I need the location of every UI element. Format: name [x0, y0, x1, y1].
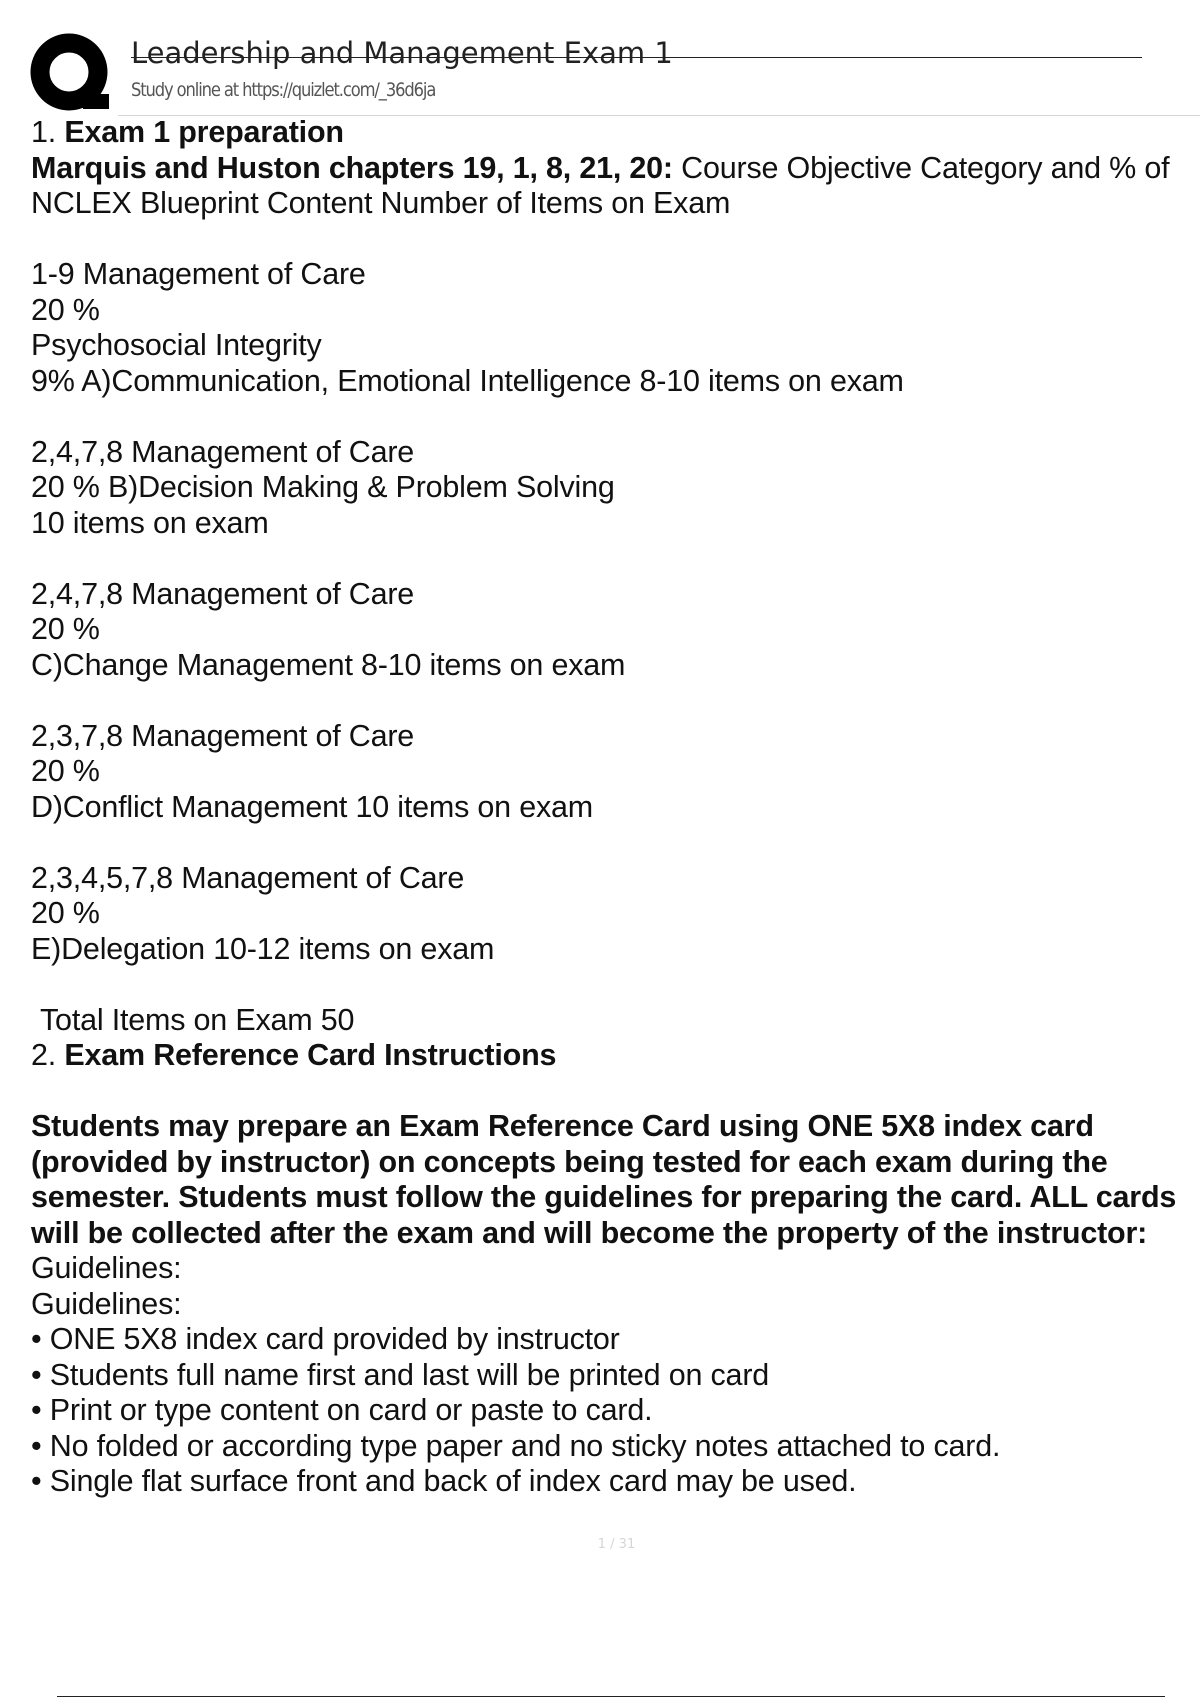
answer-line: 2,3,4,5,7,8 Management of Care [31, 860, 465, 895]
guideline-bullet: • Print or type content on card or paste to card. [31, 1393, 653, 1427]
answer-line: Psychosocial Integrity [31, 328, 322, 362]
answer-line: 20 % [31, 612, 100, 646]
question-line-2 [31, 1038, 1200, 1074]
question-line-1 [31, 115, 1200, 151]
answer-intro [31, 151, 1181, 222]
blank-line [31, 222, 1200, 258]
question-number: 1. [31, 115, 57, 149]
document-title [131, 33, 1142, 73]
answer-line: 2,4,7,8 Management of Care [31, 434, 415, 469]
blank-line [31, 825, 1200, 861]
document-header [0, 0, 1200, 118]
guideline-bullet: • ONE 5X8 index card provided by instructor [31, 1322, 620, 1356]
title-strike-rule [131, 57, 1142, 58]
blank-line [31, 399, 1200, 435]
answer-line: 20 % [31, 754, 100, 788]
study-online-link[interactable]: Study online at https://quizlet.com/_36d6ja [131, 79, 436, 101]
document-body [31, 115, 1200, 1500]
answer-line: 9% A)Communication, Emotional Intelligence 8-10 items on exam [31, 363, 904, 398]
blank-line [31, 967, 1200, 1003]
guidelines-list [31, 1322, 1200, 1500]
answer-intro-text: Course Objective Category and % of NCLEX Blueprint Content Number of Items on Exam [31, 150, 1170, 220]
blank-line [31, 541, 1200, 577]
answer-tail-text: Guidelines: [31, 1251, 182, 1285]
footer-divider [57, 1696, 1165, 1697]
answer-line: 10 items on exam [31, 505, 269, 540]
answer-line: 20 % [31, 292, 100, 327]
question-number: 2. [31, 1038, 57, 1072]
answer-bold-text: Students may prepare an Exam Reference Card using ONE 5X8 index card (provided by instructor) on concepts being tested for each exam during the semester. Students must follow the guidelines for preparing the card. ALL cards will be collected after the exam and will become the property of the instructor: [31, 1109, 1177, 1250]
answer-line: 1-9 Management of Care [31, 257, 366, 291]
guideline-bullet: • No folded or according type paper and no sticky notes attached to card. [31, 1428, 1001, 1463]
answer-line: 20 % B)Decision Making & Problem Solving [31, 470, 615, 504]
blank-line [31, 683, 1200, 719]
guideline-bullet: • Single flat surface front and back of index card may be used. [31, 1464, 857, 1498]
blank-line [31, 1074, 1200, 1110]
question-text: Exam Reference Card Instructions [64, 1038, 557, 1072]
quizlet-q-logo-icon [30, 32, 112, 114]
document-title-text: Leadership and Management Exam 1 [131, 36, 673, 70]
answer-bold-text: Marquis and Huston chapters 19, 1, 8, 21, 20: [31, 150, 673, 185]
answer-line: 2,3,7,8 Management of Care [31, 718, 415, 753]
answer-line: C)Change Management 8-10 items on exam [31, 647, 626, 682]
card-item-2 [31, 1038, 1200, 1500]
page-number: 1 / 31 [597, 1537, 636, 1552]
guidelines-label: Guidelines: [31, 1286, 182, 1321]
title-block [131, 33, 1142, 103]
card-item-1 [31, 115, 1200, 1038]
answer-line: D)Conflict Management 10 items on exam [31, 789, 593, 824]
answer-line: E)Delegation 10-12 items on exam [31, 931, 495, 966]
answer-line: 2,4,7,8 Management of Care [31, 576, 415, 611]
answer-paragraph [31, 1109, 1181, 1287]
total-items: Total Items on Exam 50 [40, 1002, 355, 1037]
guideline-bullet: • Students full name first and last will be printed on card [31, 1357, 770, 1392]
question-text: Exam 1 preparation [64, 115, 344, 149]
answer-line: 20 % [31, 896, 100, 930]
answer-lines [31, 222, 1200, 1003]
